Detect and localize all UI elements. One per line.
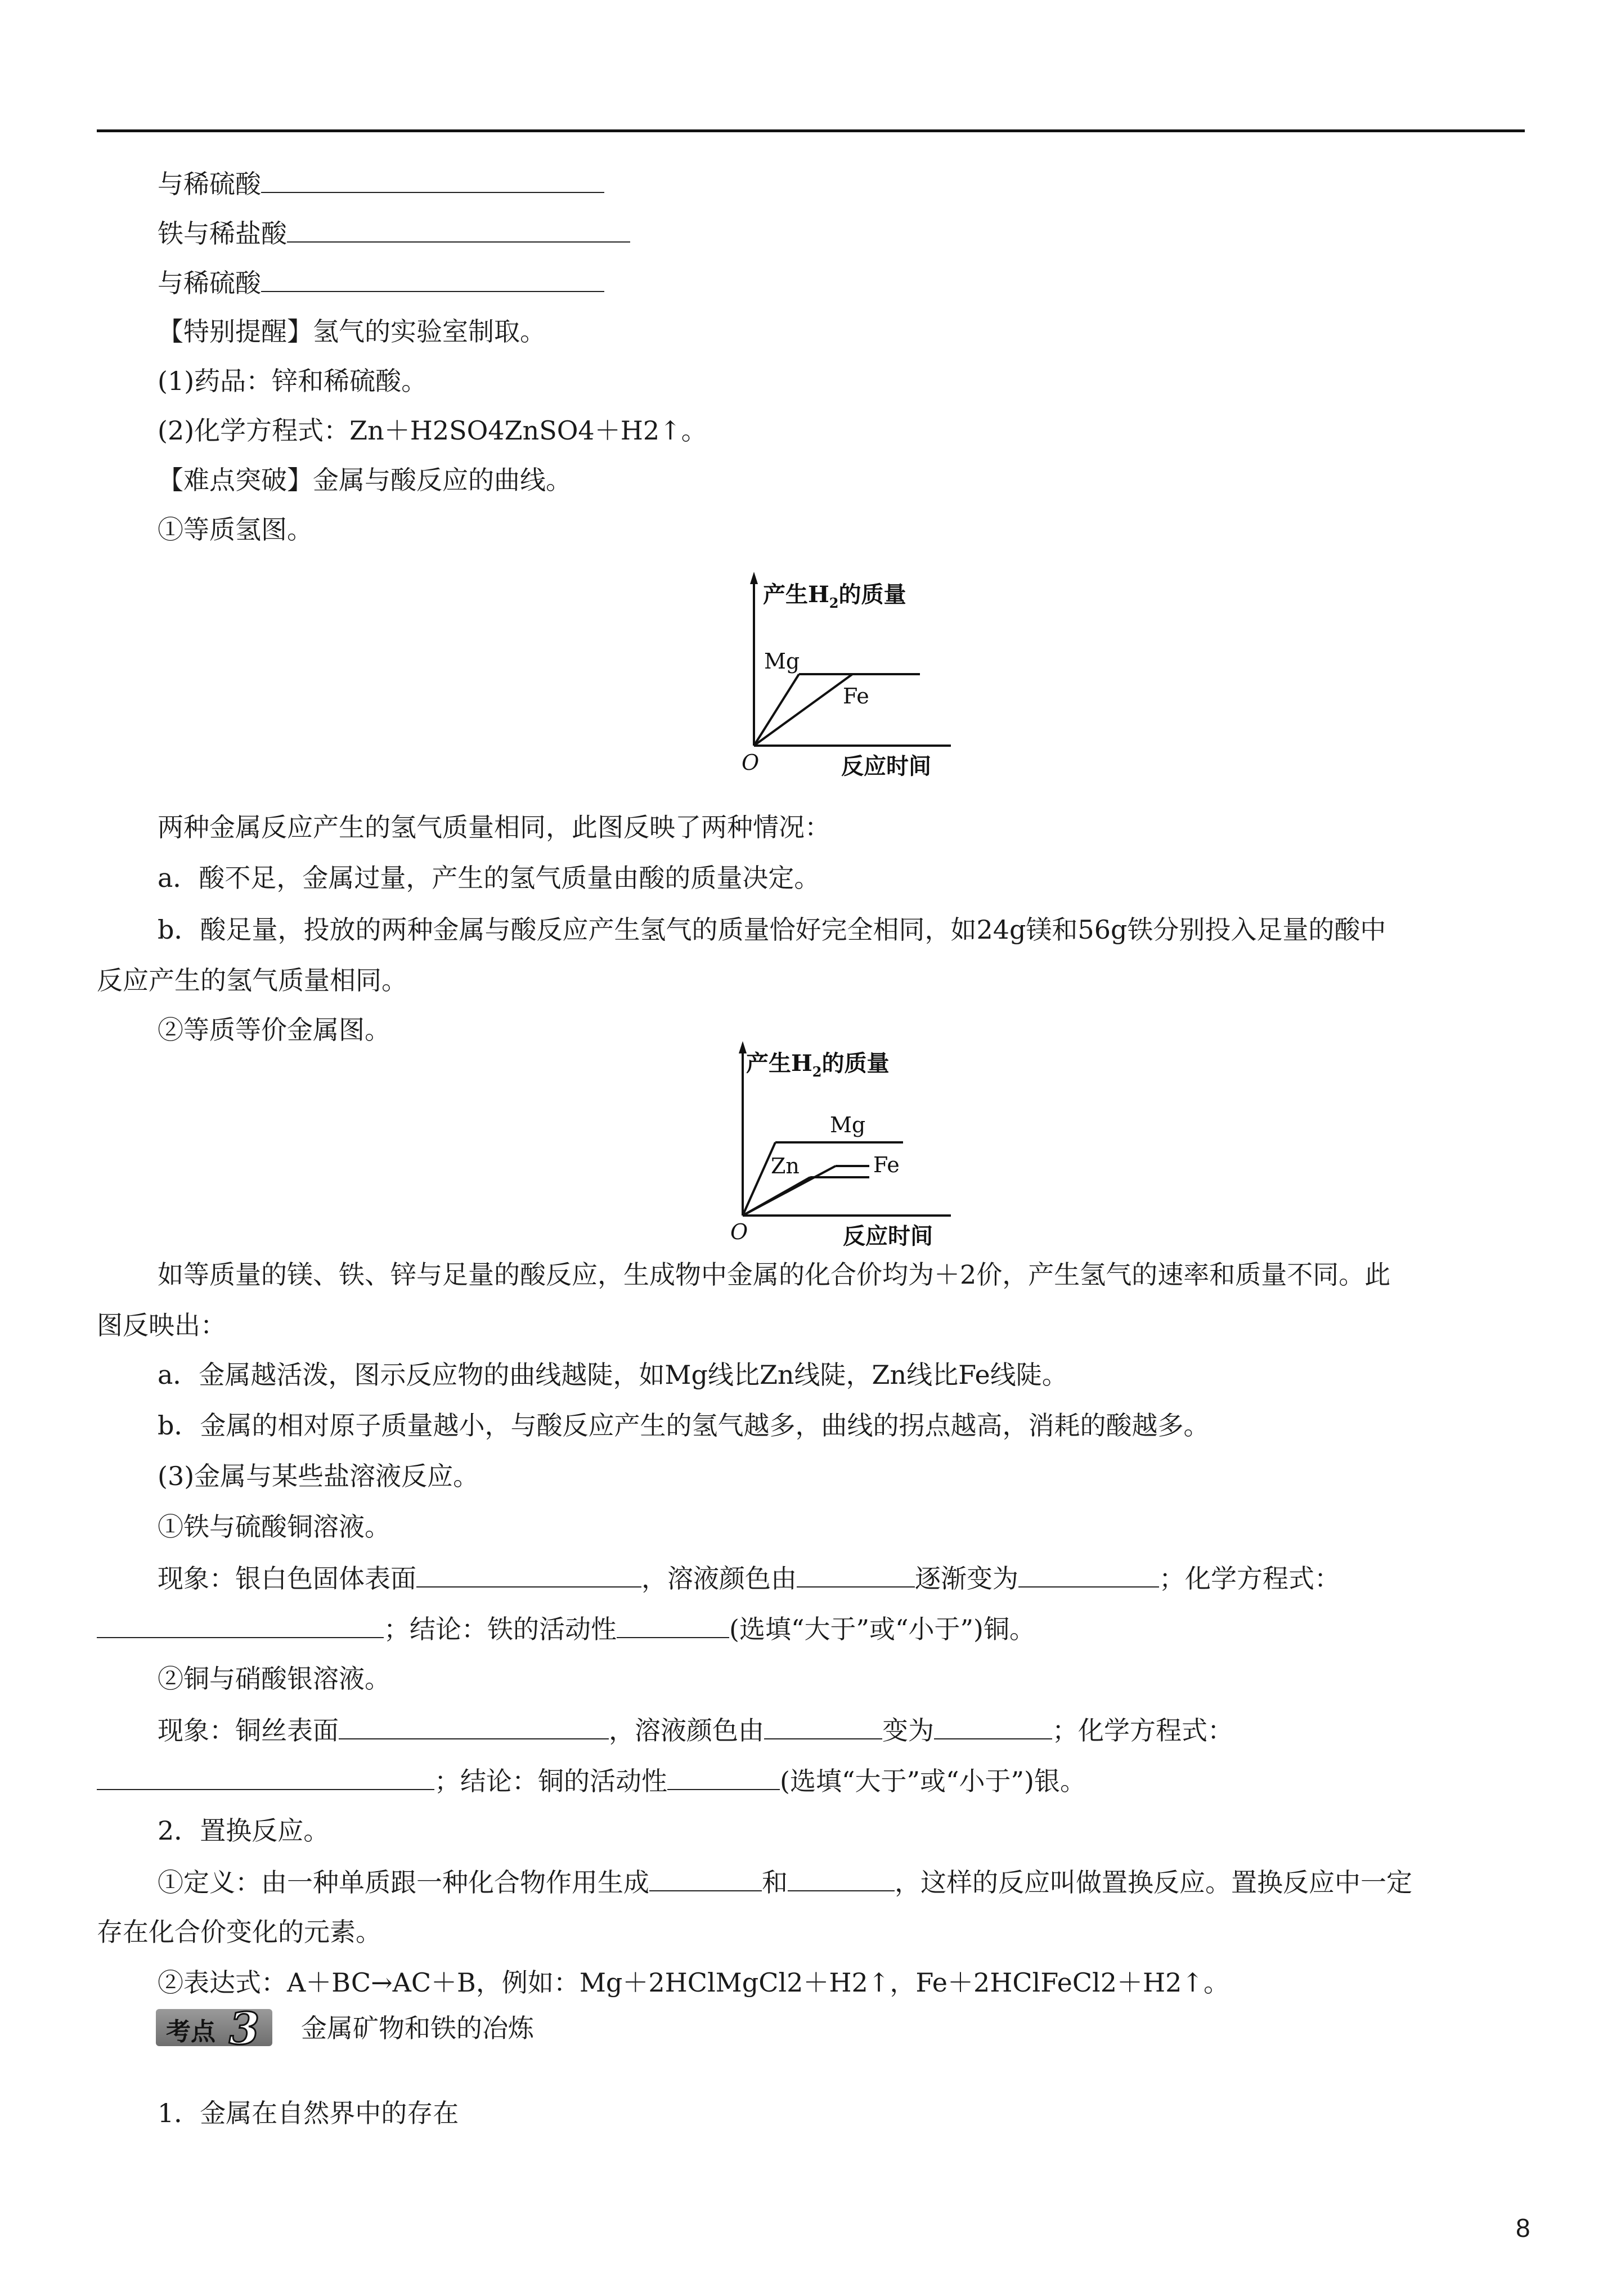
text-line: 铁与稀盐酸	[158, 216, 630, 250]
text-line: ②等质等价金属图。	[158, 1015, 390, 1045]
fill-blank[interactable]	[617, 1611, 729, 1638]
mg-label: Mg	[830, 1113, 866, 1137]
text-line: 1．金属在自然界中的存在	[158, 2098, 459, 2128]
x-axis-label: 反应时间	[841, 753, 931, 779]
zn-label: Zn	[771, 1154, 800, 1178]
text-line: 与稀硫酸	[158, 265, 604, 300]
text-line: b．金属的相对原子质量越小，与酸反应产生的氢气越多，曲线的拐点越高，消耗的酸越多。	[158, 1410, 1210, 1441]
fill-blank[interactable]	[1018, 1560, 1159, 1588]
text-line: 现象：铜丝表面 ，溶液颜色由 变为 ；化学方程式：	[158, 1712, 1233, 1747]
text-line: 2．置换反应。	[158, 1815, 330, 1846]
fill-blank[interactable]	[97, 1611, 384, 1638]
header-rule	[97, 129, 1525, 132]
origin-label: O	[730, 1219, 748, 1244]
text-line: 与稀硫酸	[158, 166, 604, 201]
y-axis-label: 产生$H_2$的质量	[763, 581, 906, 611]
y-axis-arrow	[739, 1041, 747, 1053]
fill-blank[interactable]	[287, 216, 630, 243]
text-line: 两种金属反应产生的氢气质量相同，此图反映了两种情况：	[158, 812, 830, 842]
text-line: ①定义：由一种单质跟一种化合物作用生成 和 ，这样的反应叫做置换反应。置换反应中一定	[158, 1864, 1412, 1899]
fe-curve	[754, 674, 852, 746]
fill-blank[interactable]	[797, 1560, 915, 1588]
text-line: (1)药品：锌和稀硫酸。	[158, 366, 428, 396]
origin-label: O	[742, 750, 760, 775]
text-line: ；结论：铜的活动性 (选填“大于”或“小于”)银。	[97, 1763, 1086, 1798]
fill-blank[interactable]	[764, 1712, 882, 1739]
badge-label: 考点	[166, 2017, 215, 2046]
text-line: ②铜与硝酸银溶液。	[158, 1663, 390, 1694]
text-line: 如等质量的镁、铁、锌与足量的酸反应，生成物中金属的化合价均为＋2价，产生氢气的速率和质量不同。此	[158, 1259, 1391, 1290]
fill-blank[interactable]	[97, 1763, 434, 1790]
text-line: 图反映出：	[97, 1310, 226, 1340]
text-line: 【特别提醒】氢气的实验室制取。	[158, 316, 546, 347]
text-line: ②表达式：A＋BC→AC＋B，例如：Mg＋2HClMgCl2＋H2↑，Fe＋2HClFeCl2＋H2↑。	[158, 1967, 1229, 1998]
x-axis-label: 反应时间	[843, 1223, 933, 1249]
fe-label: Fe	[843, 684, 869, 708]
fill-blank[interactable]	[788, 1864, 895, 1891]
text-line: a．酸不足，金属过量，产生的氢气质量由酸的质量决定。	[158, 863, 820, 893]
mg-label: Mg	[764, 649, 800, 674]
fill-blank[interactable]	[667, 1763, 780, 1790]
equal-hydrogen-figure	[726, 568, 962, 788]
text-line: 【难点突破】金属与酸反应的曲线。	[158, 465, 572, 495]
fill-blank[interactable]	[649, 1864, 762, 1891]
y-axis-arrow	[750, 572, 758, 584]
page-number: 8	[1516, 2213, 1530, 2243]
fill-blank[interactable]	[934, 1712, 1052, 1739]
section-title: 金属矿物和铁的冶炼	[301, 2013, 534, 2043]
fe-label: Fe	[873, 1153, 900, 1177]
text-line: 反应产生的氢气质量相同。	[97, 965, 407, 995]
text-line: (2)化学方程式：Zn＋H2SO4ZnSO4＋H2↑。	[158, 415, 707, 446]
equal-mass-valence-figure	[715, 1035, 962, 1249]
badge-number: 3	[229, 2003, 260, 2055]
text-line: ①铁与硫酸铜溶液。	[158, 1512, 390, 1542]
text-line: ①等质氢图。	[158, 514, 313, 545]
fill-blank[interactable]	[261, 265, 604, 292]
fill-blank[interactable]	[339, 1712, 609, 1739]
fill-blank[interactable]	[261, 166, 604, 193]
y-axis-label: 产生$H_2$的质量	[746, 1050, 890, 1080]
text-line: 现象：银白色固体表面 ，溶液颜色由 逐渐变为 ；化学方程式：	[158, 1560, 1340, 1595]
text-line: ；结论：铁的活动性 (选填“大于”或“小于”)铜。	[97, 1611, 1035, 1646]
mg-curve	[754, 674, 799, 746]
text-line: (3)金属与某些盐溶液反应。	[158, 1461, 479, 1491]
text-line: b．酸足量，投放的两种金属与酸反应产生氢气的质量恰好完全相同，如24g镁和56g铁分别投入足量的酸中	[158, 914, 1386, 945]
fill-blank[interactable]	[416, 1560, 641, 1588]
text-line: a．金属越活泼，图示反应物的曲线越陡，如Mg线比Zn线陡，Zn线比Fe线陡。	[158, 1360, 1068, 1390]
text-line: 存在化合价变化的元素。	[97, 1917, 381, 1947]
section-badge	[156, 2003, 272, 2055]
